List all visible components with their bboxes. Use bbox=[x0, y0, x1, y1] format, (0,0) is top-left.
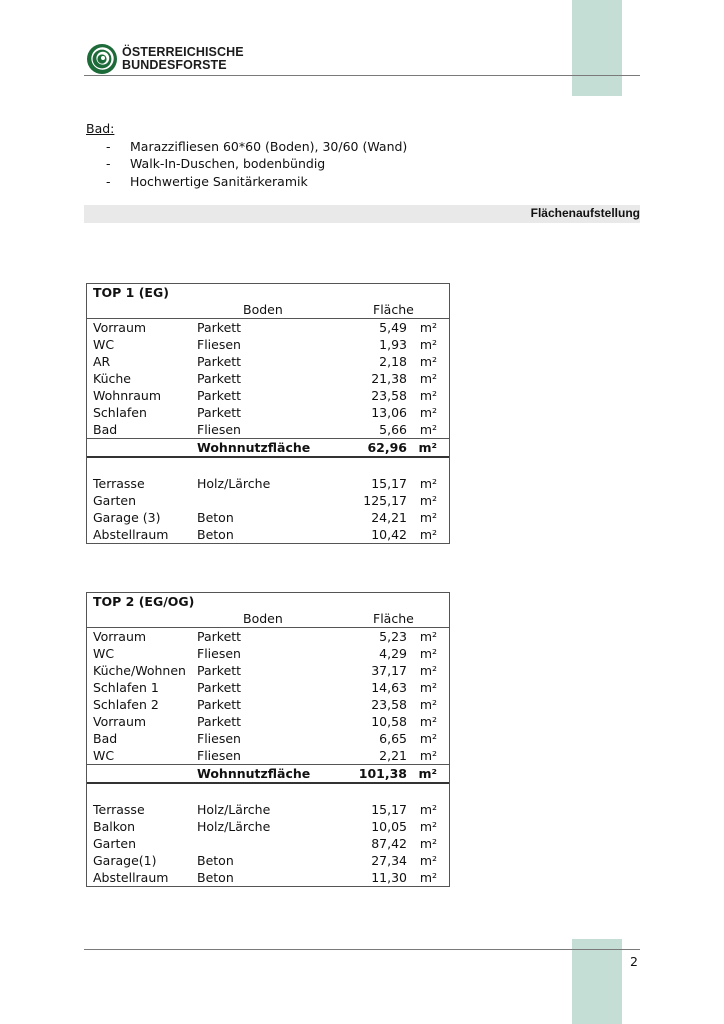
area-value: 23,58 bbox=[371, 697, 407, 712]
total-label: Wohnnutzfläche bbox=[197, 766, 311, 781]
table-row bbox=[87, 421, 449, 438]
table-row bbox=[87, 387, 449, 404]
area-unit: m² bbox=[419, 493, 437, 508]
bad-list bbox=[86, 138, 407, 191]
header-rule bbox=[84, 75, 640, 76]
area-unit: m² bbox=[419, 371, 437, 386]
table-row bbox=[87, 475, 449, 492]
area-value: 5,23 bbox=[379, 629, 407, 644]
table-row bbox=[87, 628, 449, 645]
room-name: Küche/Wohnen bbox=[93, 663, 186, 678]
area-value: 5,66 bbox=[379, 422, 407, 437]
area-value: 15,17 bbox=[371, 476, 407, 491]
table-row bbox=[87, 713, 449, 730]
column-header-boden: Boden bbox=[243, 611, 283, 626]
area-unit: m² bbox=[419, 802, 437, 817]
bundesforste-spiral-logo-icon bbox=[86, 43, 118, 75]
area-unit: m² bbox=[419, 354, 437, 369]
area-value: 14,63 bbox=[371, 680, 407, 695]
room-name: Küche bbox=[93, 371, 131, 386]
table-row bbox=[87, 526, 449, 543]
section-title: Flächenaufstellung bbox=[530, 206, 640, 220]
logo-wordmark bbox=[122, 46, 244, 72]
floor-type: Holz/Lärche bbox=[197, 802, 271, 817]
table-header bbox=[87, 610, 449, 627]
area-unit: m² bbox=[419, 697, 437, 712]
area-unit: m² bbox=[419, 680, 437, 695]
area-unit: m² bbox=[419, 629, 437, 644]
room-name: Vorraum bbox=[93, 629, 147, 644]
area-unit: m² bbox=[419, 714, 437, 729]
table-row bbox=[87, 679, 449, 696]
area-value: 21,38 bbox=[371, 371, 407, 386]
bad-list-item bbox=[86, 155, 407, 173]
room-name: AR bbox=[93, 354, 111, 369]
floor-type: Parkett bbox=[197, 388, 242, 403]
area-value: 10,42 bbox=[371, 527, 407, 542]
room-name: Schlafen 1 bbox=[93, 680, 159, 695]
table-row bbox=[87, 509, 449, 526]
room-name: WC bbox=[93, 748, 115, 763]
area-value: 27,34 bbox=[371, 853, 407, 868]
table-row bbox=[87, 801, 449, 818]
floor-type: Parkett bbox=[197, 680, 242, 695]
floor-type: Fliesen bbox=[197, 748, 241, 763]
table-title: TOP 2 (EG/OG) bbox=[93, 594, 195, 609]
floor-type bbox=[197, 492, 309, 509]
bad-item-text: Walk-In-Duschen, bodenbündig bbox=[130, 156, 326, 171]
area-unit: m² bbox=[419, 405, 437, 420]
footer-rule bbox=[84, 949, 640, 950]
table-row bbox=[87, 404, 449, 421]
floor-type: Beton bbox=[197, 870, 234, 885]
area-unit: m² bbox=[419, 819, 437, 834]
area-value: 2,21 bbox=[379, 748, 407, 763]
area-value: 15,17 bbox=[371, 802, 407, 817]
section-heading-band bbox=[84, 205, 640, 223]
floor-type: Parkett bbox=[197, 629, 242, 644]
area-value: 4,29 bbox=[379, 646, 407, 661]
area-value: 125,17 bbox=[363, 493, 407, 508]
floor-type: Fliesen bbox=[197, 731, 241, 746]
bad-item-text: Marazzifliesen 60*60 (Boden), 30/60 (Wand) bbox=[130, 138, 408, 154]
area-unit: m² bbox=[419, 422, 437, 437]
room-name: Garten bbox=[93, 836, 136, 851]
room-name: Abstellraum bbox=[93, 870, 169, 885]
table-row bbox=[87, 492, 449, 509]
area-unit: m² bbox=[419, 476, 437, 491]
area-unit: m² bbox=[419, 527, 437, 542]
area-value: 2,18 bbox=[379, 354, 407, 369]
table-row bbox=[87, 747, 449, 764]
floor-type: Beton bbox=[197, 853, 234, 868]
area-unit: m² bbox=[419, 388, 437, 403]
room-name: Garage (3) bbox=[93, 510, 161, 525]
floor-type: Beton bbox=[197, 510, 234, 525]
table-row bbox=[87, 319, 449, 336]
list-dash: - bbox=[106, 173, 111, 189]
table-row bbox=[87, 835, 449, 852]
room-name: Terrasse bbox=[93, 802, 145, 817]
area-unit: m² bbox=[419, 870, 437, 885]
room-name: WC bbox=[93, 646, 115, 661]
table-row bbox=[87, 852, 449, 869]
floor-type: Fliesen bbox=[197, 337, 241, 352]
area-unit: m² bbox=[419, 853, 437, 868]
total-row bbox=[87, 439, 449, 456]
total-unit: m² bbox=[418, 440, 437, 455]
area-value: 23,58 bbox=[371, 388, 407, 403]
room-name: WC bbox=[93, 337, 115, 352]
room-name: Abstellraum bbox=[93, 527, 169, 542]
area-value: 13,06 bbox=[371, 405, 407, 420]
logo-line-2: BUNDESFORSTE bbox=[122, 58, 227, 72]
area-unit: m² bbox=[419, 646, 437, 661]
area-unit: m² bbox=[419, 337, 437, 352]
room-name: Terrasse bbox=[93, 476, 145, 491]
table-row bbox=[87, 696, 449, 713]
area-value: 10,58 bbox=[371, 714, 407, 729]
bad-item-text: Hochwertige Sanitärkeramik bbox=[130, 173, 308, 189]
bad-list-item bbox=[86, 138, 407, 156]
column-header-boden: Boden bbox=[243, 302, 283, 317]
floor-type: Parkett bbox=[197, 663, 242, 678]
logo-line-1: ÖSTERREICHISCHE bbox=[122, 45, 244, 59]
room-name: Wohnraum bbox=[93, 388, 162, 403]
floor-type: Parkett bbox=[197, 371, 242, 386]
room-name: Schlafen bbox=[93, 405, 147, 420]
area-value: 87,42 bbox=[371, 836, 407, 851]
total-area: 101,38 bbox=[358, 766, 407, 781]
area-unit: m² bbox=[419, 748, 437, 763]
floor-type: Parkett bbox=[197, 354, 242, 369]
floor-type: Fliesen bbox=[197, 646, 241, 661]
area-value: 37,17 bbox=[371, 663, 407, 678]
total-unit: m² bbox=[418, 766, 437, 781]
room-name: Garage(1) bbox=[93, 853, 157, 868]
area-unit: m² bbox=[419, 731, 437, 746]
table-header bbox=[87, 301, 449, 318]
footer-accent-tab bbox=[572, 939, 622, 1024]
table-row bbox=[87, 353, 449, 370]
table-row bbox=[87, 818, 449, 835]
bad-section bbox=[86, 120, 407, 190]
bad-list-item bbox=[86, 173, 407, 191]
floor-type bbox=[197, 835, 309, 852]
table-row bbox=[87, 370, 449, 387]
floor-type: Parkett bbox=[197, 697, 242, 712]
column-header-flaeche: Fläche bbox=[373, 302, 414, 317]
table-row bbox=[87, 662, 449, 679]
floor-type: Fliesen bbox=[197, 422, 241, 437]
room-name: Bad bbox=[93, 731, 118, 746]
area-table-top-1 bbox=[86, 283, 450, 544]
header-accent-tab bbox=[572, 0, 622, 96]
room-name: Garten bbox=[93, 493, 136, 508]
table-row bbox=[87, 645, 449, 662]
total-area: 62,96 bbox=[367, 440, 407, 455]
floor-type: Holz/Lärche bbox=[197, 819, 271, 834]
area-unit: m² bbox=[419, 836, 437, 851]
total-label: Wohnnutzfläche bbox=[197, 440, 311, 455]
room-name: Bad bbox=[93, 422, 118, 437]
table-row bbox=[87, 730, 449, 747]
list-dash: - bbox=[106, 156, 111, 171]
room-name: Schlafen 2 bbox=[93, 697, 159, 712]
page-number: 2 bbox=[630, 954, 638, 969]
table-title: TOP 1 (EG) bbox=[93, 285, 169, 300]
area-unit: m² bbox=[419, 663, 437, 678]
room-name: Vorraum bbox=[93, 320, 147, 335]
area-unit: m² bbox=[419, 510, 437, 525]
area-unit: m² bbox=[419, 320, 437, 335]
bundesforste-logo bbox=[86, 42, 244, 76]
table-row bbox=[87, 869, 449, 886]
column-header-flaeche: Fläche bbox=[373, 611, 414, 626]
area-value: 6,65 bbox=[379, 731, 407, 746]
floor-type: Parkett bbox=[197, 320, 242, 335]
list-dash: - bbox=[106, 138, 111, 154]
area-value: 1,93 bbox=[379, 337, 407, 352]
floor-type: Holz/Lärche bbox=[197, 476, 271, 491]
floor-type: Parkett bbox=[197, 405, 242, 420]
room-name: Balkon bbox=[93, 819, 136, 834]
bad-title: Bad: bbox=[86, 121, 115, 136]
area-table-top-2 bbox=[86, 592, 450, 887]
floor-type: Parkett bbox=[197, 714, 242, 729]
total-row bbox=[87, 765, 449, 782]
area-value: 5,49 bbox=[379, 320, 407, 335]
area-value: 24,21 bbox=[371, 510, 407, 525]
floor-type: Beton bbox=[197, 527, 234, 542]
room-name: Vorraum bbox=[93, 714, 147, 729]
table-row bbox=[87, 336, 449, 353]
area-value: 10,05 bbox=[371, 819, 407, 834]
area-value: 11,30 bbox=[371, 870, 407, 885]
